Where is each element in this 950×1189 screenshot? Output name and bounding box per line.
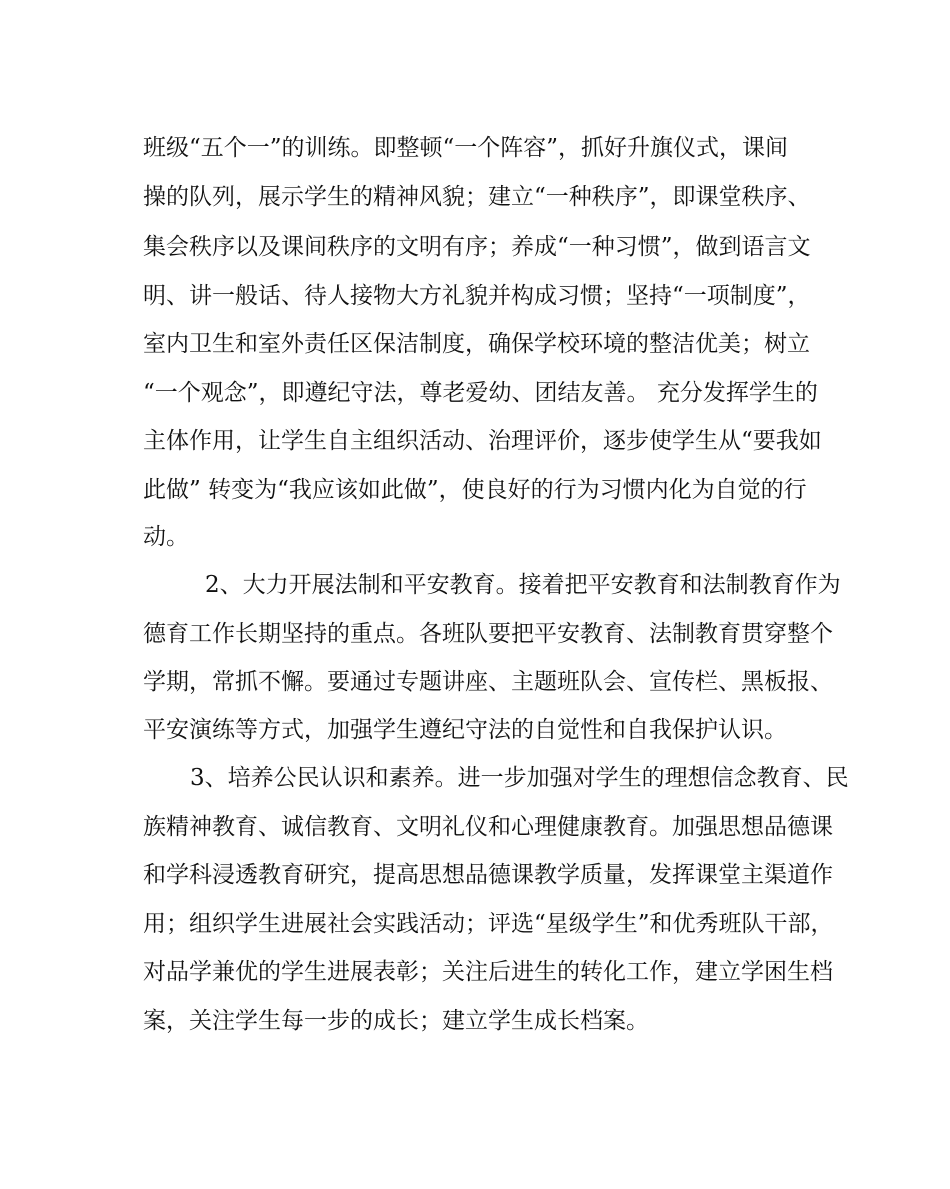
paragraph-1-line-5: 室内卫生和室外责任区保洁制度，确保学校环境的整洁优美；树立 bbox=[143, 331, 810, 357]
paragraph-1-line-3: 集会秩序以及课间秩序的文明有序；养成“一种习惯”，做到语言文 bbox=[143, 234, 811, 260]
paragraph-2-line-3: 学期，常抓不懈。要通过专题讲座、主题班队会、宣传栏、黑板报、 bbox=[143, 669, 833, 695]
paragraph-2-line-1: 2、大力开展法制和平安教育。接着把平安教育和法制教育作为 bbox=[205, 572, 841, 598]
paragraph-3-line-5: 对品学兼优的学生进展表彰；关注后进生的转化工作，建立学困生档 bbox=[143, 959, 833, 985]
paragraph-3-line-2: 族精神教育、诚信教育、文明礼仪和心理健康教育。加强思想品德课 bbox=[143, 814, 833, 840]
paragraph-3-line-1: 3、培养公民认识和素养。进一步加强对学生的理想信念教育、民 bbox=[190, 765, 849, 791]
paragraph-1-line-8: 此做” 转变为“我应该如此做”，使良好的行为习惯内化为自觉的行 bbox=[143, 477, 807, 503]
paragraph-1-line-6: “一个观念”，即遵纪守法，尊老爱幼、团结友善。 充分发挥学生的 bbox=[143, 380, 818, 406]
paragraph-3-line-3: 和学科浸透教育研究，提高思想品德课教学质量，发挥课堂主渠道作 bbox=[143, 862, 833, 888]
paragraph-1-line-7: 主体作用，让学生自主组织活动、治理评价，逐步使学生从“要我如 bbox=[143, 428, 822, 454]
paragraph-1-line-2: 操的队列，展示学生的精神风貌；建立“一种秩序”，即课堂秩序、 bbox=[143, 184, 811, 210]
paragraph-2-line-4: 平安演练等方式，加强学生遵纪守法的自觉性和自我保护认识。 bbox=[143, 717, 787, 743]
paragraph-1-line-1: 班级“五个一”的训练。即整顿“一个阵容”，抓好升旗仪式，课间 bbox=[143, 135, 789, 161]
paragraph-3-line-4: 用；组织学生进展社会实践活动；评选“星级学生”和优秀班队干部， bbox=[143, 911, 834, 937]
paragraph-3-line-6: 案，关注学生每一步的成长；建立学生成长档案。 bbox=[143, 1008, 649, 1034]
paragraph-1-line-4: 明、讲一般话、待人接物大方礼貌并构成习惯；坚持“一项制度”， bbox=[143, 283, 811, 309]
paragraph-2-line-2: 德育工作长期坚持的重点。各班队要把平安教育、法制教育贯穿整个 bbox=[143, 621, 833, 647]
paragraph-1-line-9: 动。 bbox=[143, 524, 189, 550]
